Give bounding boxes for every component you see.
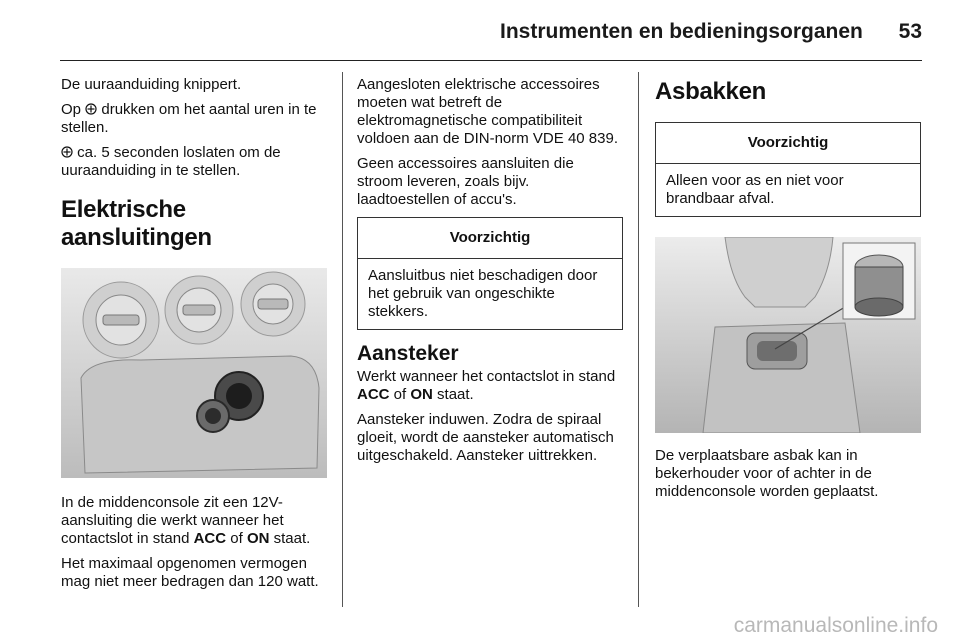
warning-title: Voorzichtig <box>656 123 920 164</box>
text: of <box>230 530 243 547</box>
column-divider <box>342 72 343 607</box>
paragraph: Het maximaal opgenomen vermogen mag niet meer bedragen dan 120 watt. <box>61 555 319 590</box>
warning-title: Voorzichtig <box>358 218 622 259</box>
paragraph: Aangesloten elektrische accessoires moeten wat betreft de elektromagnetische compatibiliteit voldoen aan de DIN-norm VDE 40 839. <box>357 76 618 147</box>
paragraph: De uuraanduiding knippert. <box>61 76 242 93</box>
paragraph <box>61 101 327 137</box>
power-outlet-figure <box>61 268 327 478</box>
section-heading: Elektrische aansluitingen <box>61 196 212 251</box>
paragraph <box>61 494 327 548</box>
warning-body: Alleen voor as en niet voor brandbaar afval. <box>666 172 844 207</box>
paragraph: Aansteker induwen. Zodra de spiraal gloeit, wordt de aansteker automatisch uitgeschakeld. Aansteker uittrekken. <box>357 411 614 464</box>
paragraph <box>357 368 623 404</box>
page-number: 53 <box>898 20 922 43</box>
text: ON <box>410 386 433 403</box>
text: staat. <box>273 530 311 547</box>
column-1 <box>61 76 327 598</box>
paragraph <box>61 144 327 180</box>
section-heading: Aansteker <box>357 342 459 365</box>
warning-body: Aansluitbus niet beschadigen door het gebruik van ongeschikte stekkers. <box>368 267 598 320</box>
text: Werkt wanneer het contactslot in stand <box>357 368 616 385</box>
section-heading: Asbakken <box>655 78 766 105</box>
text: In de middenconsole zit een 12V-aansluiting die werkt wanneer het contactslot in stand <box>61 494 284 547</box>
text: of <box>393 386 407 403</box>
adjust-knob-icon <box>61 146 73 158</box>
adjust-knob-icon <box>85 103 97 115</box>
warning-box <box>357 217 623 330</box>
warning-box <box>655 122 921 217</box>
paragraph: De verplaatsbare asbak kan in bekerhouder voor of achter in de middenconsole worden geplaatst. <box>655 447 879 500</box>
text: Op <box>61 101 82 118</box>
text: ca. 5 seconden loslaten om de uuraanduiding in te stellen. <box>61 144 281 179</box>
column-2 <box>357 76 623 472</box>
text: staat. <box>437 386 474 403</box>
ashtray-figure <box>655 237 921 433</box>
watermark: carmanualsonline.info <box>733 614 938 637</box>
text: ACC <box>357 386 390 403</box>
column-3 <box>655 76 921 508</box>
header-rule <box>60 60 922 61</box>
text: ON <box>246 530 270 547</box>
text: ACC <box>193 530 227 547</box>
text: drukken om het aantal uren in te stellen. <box>61 101 317 136</box>
page-header-title: Instrumenten en bedieningsorganen <box>500 20 863 43</box>
paragraph: Geen accessoires aansluiten die stroom leveren, zoals bijv. laadtoestellen of accu's. <box>357 155 574 208</box>
column-divider <box>638 72 639 607</box>
